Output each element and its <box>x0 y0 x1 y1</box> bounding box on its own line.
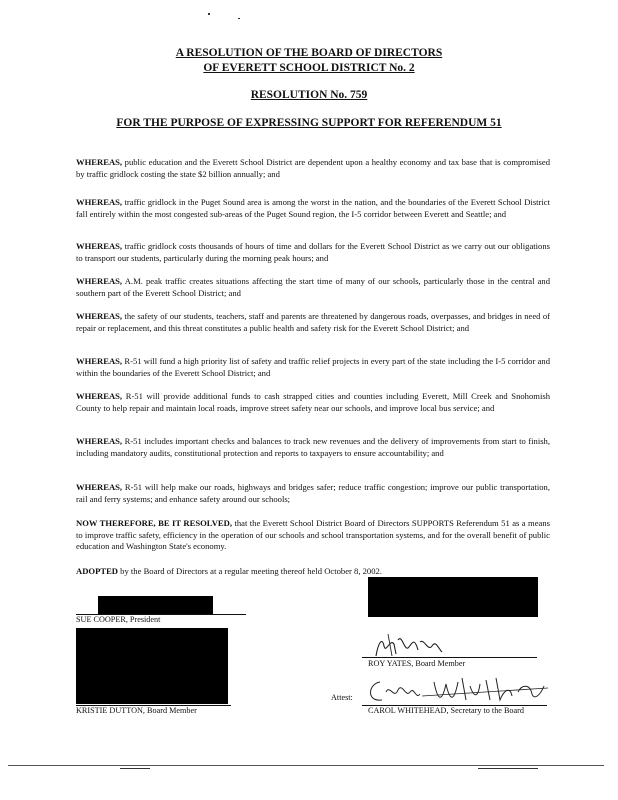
paragraph-lead: WHEREAS, <box>76 276 123 286</box>
paragraph-lead: WHEREAS, <box>76 157 123 167</box>
redacted-signature-block-left <box>76 628 228 704</box>
paragraph-text: A.M. peak traffic creates situations affecting the start time of many of our schools, particularly those in the central and southern part of the Everett School District; and <box>76 276 550 298</box>
signer-name-president: SUE COOPER, President <box>76 615 161 624</box>
adopted-paragraph <box>76 566 550 578</box>
paragraph-lead: WHEREAS, <box>76 197 123 207</box>
whereas-paragraph-2 <box>76 197 550 220</box>
whereas-paragraph-3 <box>76 241 550 264</box>
resolution-number: RESOLUTION No. 759 <box>250 89 368 101</box>
signer-name-roy-yates: ROY YATES, Board Member <box>368 659 466 668</box>
paragraph-lead: WHEREAS, <box>76 391 123 401</box>
paragraph-lead: NOW THEREFORE, BE IT RESOLVED, <box>76 518 233 528</box>
whereas-paragraph-1 <box>76 157 550 180</box>
redacted-signature-president <box>98 596 213 614</box>
paragraph-text: R-51 will fund a high priority list of safety and traffic relief projects in every part of the state including the I-5 corridor and within the boundaries of the Everett School District; and <box>76 356 550 378</box>
handwritten-signature-carol-whitehead <box>362 672 552 708</box>
scan-speck <box>208 13 210 15</box>
resolution-purpose: FOR THE PURPOSE OF EXPRESSING SUPPORT FOR REFERENDUM 51 <box>116 117 502 129</box>
signature-line-roy-yates <box>362 657 537 658</box>
paragraph-text: the safety of our students, teachers, staff and parents are threatened by dangerous roads, overpasses, and bridges in need of repair or replacement, and this threat constitutes a public health and safety risk for the Everett School District; and <box>76 311 550 333</box>
paragraph-text: that the Everett School District Board of Directors SUPPORTS Referendum 51 as a means to improve traffic safety, efficiency in the operation of our schools and school transportation systems, and for the overall benefit of public education and Washington State's economy. <box>76 518 550 551</box>
attest-label: Attest: <box>331 693 353 702</box>
redacted-signature-block-right <box>368 577 538 617</box>
title-line-2: OF EVERETT SCHOOL DISTRICT No. 2 <box>203 62 415 74</box>
signer-name-carol-whitehead: CAROL WHITEHEAD, Secretary to the Board <box>368 706 524 715</box>
paragraph-lead: WHEREAS, <box>76 436 123 446</box>
whereas-paragraph-5 <box>76 311 550 334</box>
signer-name-kristie-dutton: KRISTIE DUTTON, Board Member <box>76 706 197 715</box>
paragraph-text: public education and the Everett School District are dependent upon a healthy economy and tax base that is compromised by traffic gridlock costing the state $2 billion annually; and <box>76 157 550 179</box>
whereas-paragraph-6 <box>76 356 550 379</box>
paragraph-lead: WHEREAS, <box>76 482 123 492</box>
scan-speck <box>120 768 150 769</box>
whereas-paragraph-4 <box>76 276 550 299</box>
whereas-paragraph-7 <box>76 391 550 414</box>
paragraph-text: R-51 will help make our roads, highways and bridges safer; reduce traffic congestion; improve our public transportation, rail and ferry systems; and enhance safety around our schools; <box>76 482 550 504</box>
paragraph-text: traffic gridlock in the Puget Sound area is among the worst in the nation, and the boundaries of the Everett School District fall entirely within the most congested sub-areas of the Puget Sound region, the I-5 corridor between Everett and Seattle; and <box>76 197 550 219</box>
paragraph-text: R-51 includes important checks and balances to track new revenues and the delivery of improvements from start to finish, including mandatory audits, constitutional protection and reports to taxpayers to ensure accountability; and <box>76 436 550 458</box>
paragraph-lead: WHEREAS, <box>76 311 123 321</box>
paragraph-text: traffic gridlock costs thousands of hours of time and dollars for the Everett School District as we carry out our obligations to transport our students, particularly during the morning peak hours; and <box>76 241 550 263</box>
whereas-paragraph-9 <box>76 482 550 505</box>
whereas-paragraph-8 <box>76 436 550 459</box>
paragraph-lead: WHEREAS, <box>76 241 123 251</box>
paragraph-lead: ADOPTED <box>76 566 119 576</box>
footer-rule <box>8 765 604 766</box>
resolved-paragraph <box>76 518 550 553</box>
paragraph-text: R-51 will provide additional funds to cash strapped cities and counties including Everett, Mill Creek and Snohomish County to help repair and maintain local roads, improve street safety near our schools, and improve local bus service; and <box>76 391 550 413</box>
title-line-1: A RESOLUTION OF THE BOARD OF DIRECTORS <box>175 47 443 59</box>
scan-speck <box>478 768 538 769</box>
paragraph-lead: WHEREAS, <box>76 356 123 366</box>
paragraph-text: by the Board of Directors at a regular meeting thereof held October 8, 2002. <box>118 566 382 576</box>
scan-speck <box>238 18 240 19</box>
